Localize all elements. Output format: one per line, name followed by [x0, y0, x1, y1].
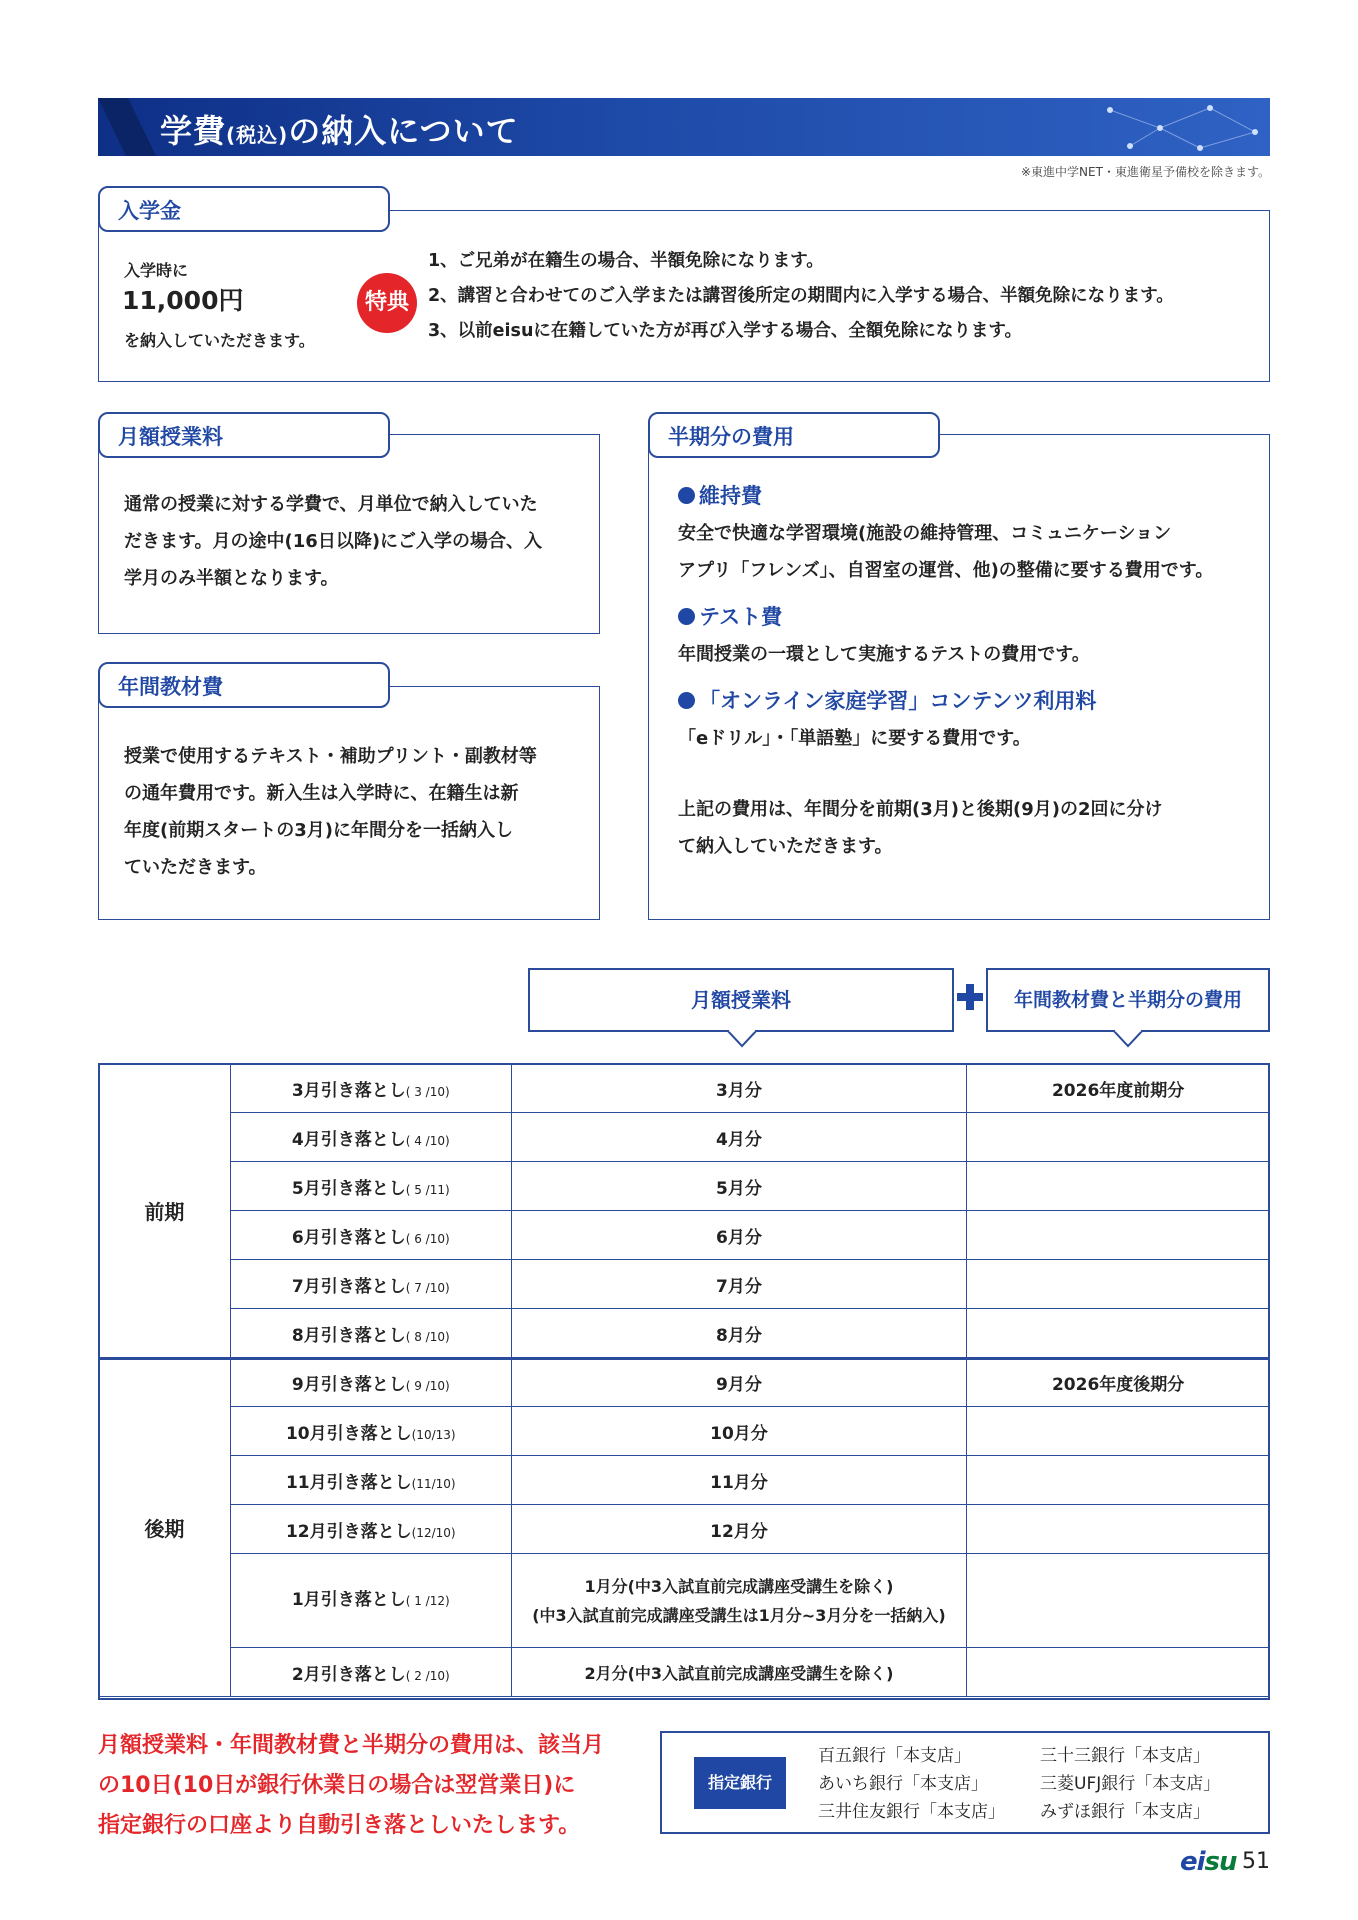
benefit-item: 2、講習と合わせてのご入学または講習後所定の期間内に入学する場合、半額免除になります。: [428, 286, 1174, 306]
bank-list-col2: 三十三銀行「本支店」 三菱UFJ銀行「本支店」 みずほ銀行「本支店」: [1040, 1746, 1221, 1822]
admission-amount: 11,000円: [122, 286, 244, 315]
half-year-text: 維持費 安全で快適な学習環境(施設の維持管理、コミュニケーション アプリ「フレンズ」、自習室の運営、他)の整備に要する費用です。 テスト費 年間授業の一環として実施するテストの費用です。 「オンライン家庭学習」コンテンツ利用料 「eドリル」・「単語塾」に要する費用です。 上記の費用は、年間分を前期(3月)と後期(9月)の2回に分け て納入していただきます。: [678, 478, 1213, 865]
designated-banks-box: [660, 1731, 1270, 1834]
auto-debit-note: 月額授業料・年間教材費と半期分の費用は、該当月 の10日(10日が銀行休業日の場合は翌営業日)に 指定銀行の口座より自動引き落としいたします。: [98, 1733, 605, 1838]
materials-text: 授業で使用するテキスト・補助プリント・副教材等 の通年費用です。新入生は入学時に、在籍生は新 年度(前期スタートの3月)に年間分を一括納入し ていただきます。: [124, 746, 537, 878]
table-row: 1月引き落とし( 1 /12) 1月分(中3入試直前完成講座受講生を除く) (中3入試直前完成講座受講生は1月分~3月分を一括納入): [99, 1554, 1270, 1648]
network-dots-decoration: [1090, 98, 1270, 156]
monthly-tab: 月額授業料: [98, 412, 390, 458]
benefit-list: [428, 244, 1174, 349]
table-row: 前期 3月引き落とし( 3 /10) 3月分 2026年度前期分: [99, 1064, 1270, 1113]
page-header-banner: [98, 98, 1270, 156]
benefit-item: 1、ご兄弟が在籍生の場合、半額免除になります。: [428, 251, 824, 271]
term-second-half: 後期: [99, 1358, 231, 1697]
monthly-text: 通常の授業に対する学費で、月単位で納入していた だきます。月の途中(16日以降)にご入学の場合、入 学月のみ半額となります。: [124, 494, 543, 589]
item-maintenance-title: 維持費: [678, 478, 1213, 515]
table-row: 5月引き落とし( 5 /11) 5月分: [99, 1162, 1270, 1211]
table-row: 6月引き落とし( 6 /10) 6月分: [99, 1211, 1270, 1260]
admission-line2: を納入していただきます。: [124, 331, 315, 350]
term-divider: [98, 1358, 1270, 1360]
table-row: 8月引き落とし( 8 /10) 8月分: [99, 1309, 1270, 1358]
bullet-icon: [678, 608, 695, 625]
col-head-materials-half: 年間教材費と半期分の費用: [986, 968, 1270, 1032]
table-row: 11月引き落とし(11/10) 11月分: [99, 1456, 1270, 1505]
table-row: 2月引き落とし( 2 /10) 2月分(中3入試直前完成講座受講生を除く): [99, 1648, 1270, 1697]
admission-tab: 入学金: [98, 186, 390, 232]
admission-line1: 入学時に: [124, 261, 189, 280]
eisu-logo: eisu: [1180, 1847, 1237, 1877]
materials-tab: 年間教材費: [98, 662, 390, 708]
item-online-title: 「オンライン家庭学習」コンテンツ利用料: [678, 683, 1213, 720]
term-first-half: 前期: [99, 1064, 231, 1358]
page-number: 51: [1242, 1849, 1270, 1874]
bank-label: 指定銀行: [694, 1757, 786, 1809]
page-title: 学費(税込)の納入について: [160, 112, 519, 150]
bank-list-col1: 百五銀行「本支店」 あいち銀行「本支店」 三井住友銀行「本支店」: [818, 1746, 1005, 1822]
exclusion-note: ※東進中学NET・東進衛星予備校を除きます。: [1021, 165, 1270, 179]
plus-icon: [955, 982, 985, 1012]
table-row: 7月引き落とし( 7 /10) 7月分: [99, 1260, 1270, 1309]
table-row: 4月引き落とし( 4 /10) 4月分: [99, 1113, 1270, 1162]
item-test-title: テスト費: [678, 599, 1213, 636]
benefit-item: 3、以前eisuに在籍していた方が再び入学する場合、全額免除になります。: [428, 321, 1023, 341]
arrow-down-icon: [727, 1030, 757, 1048]
table-row: 12月引き落とし(12/10) 12月分: [99, 1505, 1270, 1554]
bullet-icon: [678, 487, 695, 504]
half-year-tab: 半期分の費用: [648, 412, 940, 458]
table-row: 10月引き落とし(10/13) 10月分: [99, 1407, 1270, 1456]
header-stripe-decoration: [98, 98, 156, 156]
table-row: 後期 9月引き落とし( 9 /10) 9月分 2026年度後期分: [99, 1358, 1270, 1407]
payment-schedule-table: [98, 1063, 1270, 1697]
benefit-badge: 特典: [357, 273, 417, 333]
bullet-icon: [678, 692, 695, 709]
col-head-monthly: 月額授業料: [528, 968, 954, 1032]
arrow-down-icon: [1113, 1030, 1143, 1048]
